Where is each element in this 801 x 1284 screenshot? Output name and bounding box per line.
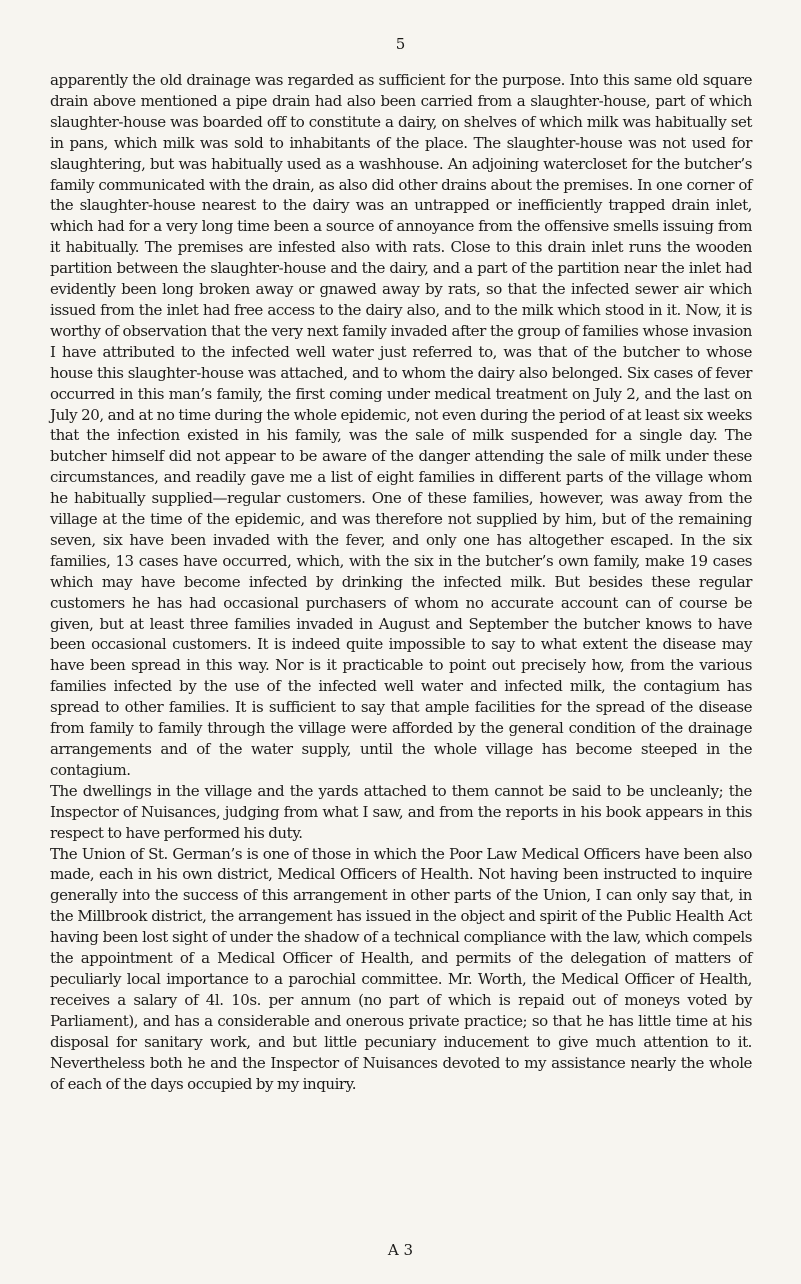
paragraph: The dwellings in the village and the yards attached to them cannot be said to be uncleanly; the Inspector of Nuisances, judging from what I saw, and from the reports in his book appears in this respect to have performed his duty. (50, 781, 752, 842)
page-number: 5 (395, 35, 406, 53)
paragraph: The Union of St. German’s is one of those in which the Poor Law Medical Officers have been also made, each in his own district, Medical Officers of Health. Not having been instructed to inquire generally into the success of this arrangement in other parts of the Union, I can only say that, in the Millbrook district, the arrangement has issued in the object and spirit of the Public Health Act having been lost sight of under the shadow of a technical compliance with the law, which compels the appointment of a Medical Officer of Health, and permits of the delegation of matters of peculiarly local importance to a parochial committee. Mr. Worth, the Medical Officer of Health, receives a salary of 4l. 10s. per annum (no part of which is repaid out of moneys voted by Parliament), and has a considerable and onerous private practice; so that he has little time at his disposal for sanitary work, and but little pecuniary inducement to give much attention to it. Nevertheless both he and the Inspector of Nuisances devoted to my assistance nearly the whole of each of the days occupied by my inquiry. (50, 844, 752, 1093)
signature-mark: A 3 (387, 1241, 414, 1259)
paragraph: apparently the old drainage was regarded as sufficient for the purpose. Into this same old square drain above mentioned a pipe drain had also been carried from a slaughter-house, part of which slaughter-house was boarded off to constitute a dairy, on shelves of which milk was habitually set in pans, which milk was sold to inhabitants of the place. The slaughter-house was not used for slaughtering, but was habitually used as a washhouse. An adjoining watercloset for the butcher’s family communicated with the drain, as also did other drains about the premises. In one corner of the slaughter-house nearest to the dairy was an untrapped or inefficiently trapped drain inlet, which had for a very long time been a source of annoyance from the offensive smells issuing from it habitually. The premises are infested also with rats. Close to this drain inlet runs the wooden partition between the slaughter-house and the dairy, and a part of the partition near the inlet had evidently been long broken away or gnawed away by rats, so that the infected sewer air which issued from the inlet had free access to the dairy also, and to the milk which stood in it. Now, it is worthy of observation that the very next family invaded after the group of families whose invasion I have attributed to the infected well water just referred to, was that of the butcher to whose house this slaughter-house was attached, and to whom the dairy also belonged. Six cases of fever occurred in this man’s family, the first coming under medical treatment on July 2, and the last on July 20, and at no time during the whole epidemic, not even during the period of at least six weeks that the infection existed in his family, was the sale of milk suspended for a single day. The butcher himself did not appear to be aware of the danger attending the sale of milk under these circumstances, and readily gave me a list of eight families in different parts of the village whom he habitually supplied—regular customers. One of these families, however, was away from the village at the time of the epidemic, and was therefore not supplied by him, but of the remaining seven, six have been invaded with the fever, and only one has altogether escaped. In the six families, 13 cases have occurred, which, with the six in the butcher’s own family, make 19 cases which may have become infected by drinking the infected milk. But besides these regular customers he has had occasional purchasers of whom no accurate account can of course be given, but at least three families invaded in August and September the butcher knows to have been occasional customers. It is indeed quite impossible to say to what extent the disease may have been spread in this way. Nor is it practicable to point out precisely how, from the various families infected by the use of the infected well water and infected milk, the contagium has spread to other families. It is sufficient to say that ample facilities for the spread of the disease from family to family through the village were afforded by the general condition of the drainage arrangements and of the water supply, until the whole village has become steeped in the contagium. (50, 71, 752, 779)
body-text (50, 70, 752, 1094)
